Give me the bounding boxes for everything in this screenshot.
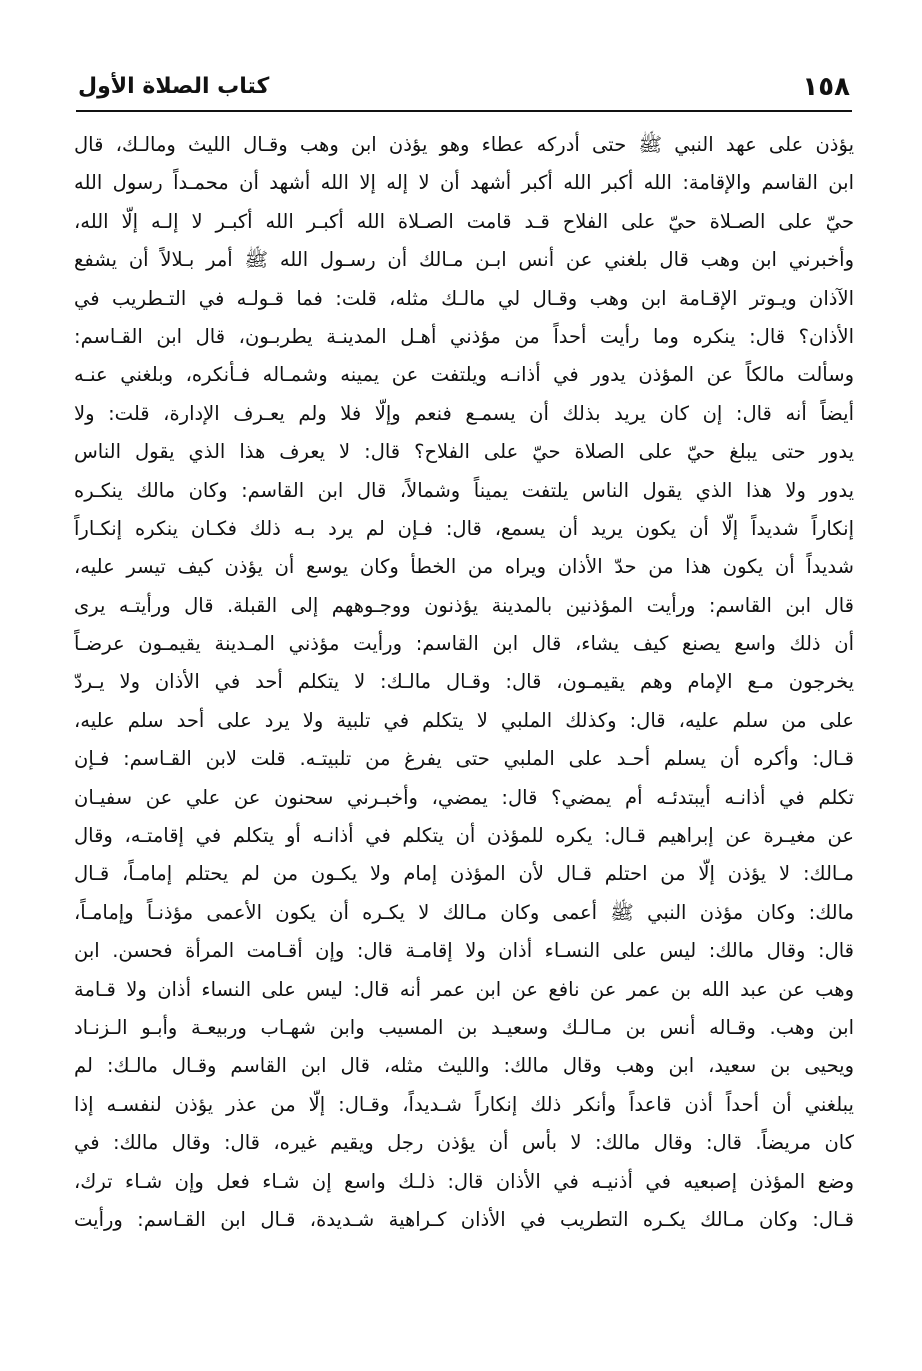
text-line: على من سلم عليه، قال: وكذلك الملبي لا يتكلم في تلبية ولا يرد على أحد سلم عليه،	[74, 708, 854, 732]
text-line: يخرجون مـع الإمام وهم يقيمـون، قال: وقـال مالـك: لا يتكلم أحد في الأذان ولا يـردّ	[74, 670, 854, 694]
text-line: إنكاراً شديداً إلّا أن يكون يريد أن يسمع، قال: فـإن لم يرد بـه ذلك فكـان ينكره إنكـاراً	[74, 516, 854, 540]
text-line: وهب عن عبد الله بن عمر عن نافع عن ابن عمر أنه قال: ليس على النساء أذان ولا قـامة	[74, 977, 854, 1001]
text-line: تكلم في أذانـه أيبتدئـه أم يمضي؟ قال: يمضي، وأخبـرني سحنون عن علي عن سفيـان	[74, 785, 854, 809]
text-line: كان مريضاً. قال: وقال مالك: لا بأس أن يؤذن رجل ويقيم غيره، قال: وقال مالك: في	[74, 1131, 854, 1155]
body-text	[74, 126, 854, 1239]
text-line: أن ذلك واسع يصنع كيف يشاء، قال ابن القاسم: ورأيت مؤذني المـدينة يقيمـون عرضـاً	[74, 632, 854, 656]
text-line: قـال: وأكره أن يسلم أحـد على الملبي حتى يفرغ من تلبيتـه. قلت لابن القـاسم: فـإن	[74, 747, 854, 771]
text-line: وضع المؤذن إصبعيه في أذنيـه في الأذان قال: ذلـك واسع إن شـاء فعل وإن شـاء ترك،	[74, 1169, 854, 1193]
text-line: يدور ولا هذا الذي يقول الناس يلتفت يميناً وشمالاً، قال ابن القاسم: وكان مالك ينكـره	[74, 478, 854, 502]
text-line: أيضاً أنه قال: إن كان يريد بذلك أن يسمـع فنعم وإلّا فلا ولم يعـرف الإدارة، قلت: ولا	[74, 401, 854, 425]
page-header	[78, 70, 850, 106]
text-line: شديداً أن يكون هذا من حدّ الأذان ويراه من الخطأ وكان يوسع أن يؤذن كيف تيسر عليه،	[74, 555, 854, 579]
text-line: يبلغني أن أحداً أذن قاعداً وأنكر ذلك إنكاراً شـديداً، وقـال: إلّا من عذر يؤذن لنفسـه إذا	[74, 1092, 854, 1116]
text-line: يؤذن على عهد النبي ﷺ حتى أدركه عطاء وهو يؤذن ابن وهب وقـال الليث ومالـك، قال	[74, 133, 854, 156]
text-line: قال: وقال مالك: ليس على النسـاء أذان ولا إقامـة قال: وإن أقـامت المرأة فحسن. ابن	[74, 939, 854, 963]
text-line: وأخبرني ابن وهب قال بلغني عن أنس ابـن مـالك أن رسـول الله ﷺ أمر بـلالاً أن يشفع	[74, 248, 854, 272]
text-line: الأذان؟ قال: ينكره وما رأيت أحداً من مؤذني أهـل المدينـة يطربـون، قال ابن القـاسم:	[74, 324, 854, 348]
text-line: عن مغيـرة عن إبراهيم قـال: يكره للمؤذن أن يتكلم في أذانـه أو يتكلم في إقامتـه، وقال	[74, 824, 854, 848]
page-number: ١٥٨	[802, 72, 850, 102]
text-line: قـال: وكان مـالك يكـره التطريب في الأذان كـراهية شـديدة، قـال ابن القـاسم: ورأيت	[74, 1207, 854, 1231]
text-line: ويحيى بن سعيد، ابن وهب وقال مالك: والليث مثله، قال ابن القاسم وقـال مالـك: لم	[74, 1054, 854, 1078]
text-line: حيّ على الصـلاة حيّ على الفلاح قـد قامت الصـلاة الله أكبـر الله أكبـر لا إلـه إلّا الله،	[74, 209, 854, 233]
header-rule	[76, 110, 852, 112]
text-line: الآذان ويـوتر الإقـامة ابن وهب وقـال لي مالـك مثله، قلت: فما قـولـه في التـطريب في	[74, 286, 854, 310]
text-line: مالك: وكان مؤذن النبي ﷺ أعمى وكان مـالك لا يكـره أن يكون الأعمى مؤذنـاً وإمامـاً،	[74, 900, 854, 924]
text-line: مـالك: لا يؤذن إلّا من احتلم قـال لأن المؤذن إمام ولا يكـون من لم يحتلم إمامـاً، قـال	[74, 862, 854, 886]
text-line: وسألت مالكاً عن المؤذن يدور في أذانـه ويلتفت عن يمينه وشمـاله فـأنكره، وبلغني عنـه	[74, 363, 854, 387]
running-title: كتاب الصلاة الأول	[78, 74, 270, 99]
text-line: ابن وهب. وقـاله أنس بن مـالـك وسعيـد بن المسيب وابن شهـاب وربيعـة وأبـو الـزنـاد	[74, 1015, 854, 1039]
text-line: يدور حتى يبلغ حيّ على الصلاة حيّ على الفلاح؟ قال: لا يعرف هذا الذي يقول الناس	[74, 440, 854, 464]
text-line: ابن القاسم والإقامة: الله أكبر الله أكبر أشهد أن لا إله إلا الله أشهد أن محمـداً رسول الله	[74, 171, 854, 195]
text-line: قال ابن القاسم: ورأيت المؤذنين بالمدينة يؤذنون ووجـوههم إلى القبلة. قال ورأيتـه يرى	[74, 593, 854, 617]
